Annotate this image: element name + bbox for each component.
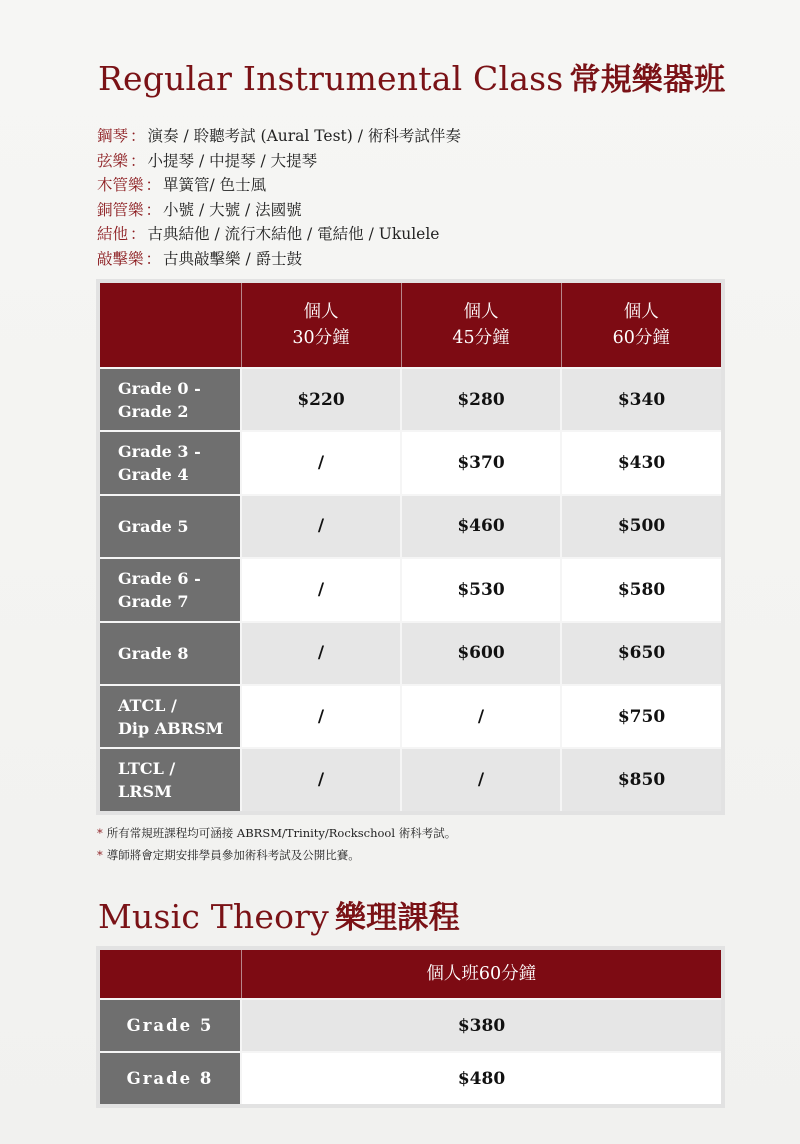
grade-label-line: Grade 4 bbox=[118, 465, 189, 485]
header-line: 45分鐘 bbox=[452, 328, 510, 348]
category-row bbox=[97, 173, 717, 198]
price-30min: / bbox=[241, 622, 401, 685]
price-45min: $280 bbox=[401, 368, 561, 431]
grade-label bbox=[100, 748, 241, 810]
instrumental-title-zh: 常規樂器班 bbox=[569, 62, 726, 98]
footnotes bbox=[97, 822, 456, 866]
category-row bbox=[97, 149, 717, 174]
price-30min: / bbox=[241, 558, 401, 621]
footnote bbox=[97, 822, 456, 844]
category-separator: ： bbox=[130, 127, 146, 145]
grade-label: Grade 8 bbox=[100, 1052, 241, 1104]
footnote-marker: * bbox=[97, 848, 103, 862]
price-45min: $460 bbox=[401, 495, 561, 558]
instrumental-price-table bbox=[100, 283, 721, 811]
header-line: 30分鐘 bbox=[292, 328, 350, 348]
theory-price: $380 bbox=[241, 999, 721, 1052]
category-name: 鋼琴 bbox=[97, 127, 129, 145]
header-60min-individual: 個人班60分鐘 bbox=[241, 950, 721, 999]
footnote-text: 所有常規班課程均可涵接 ABRSM/Trinity/Rockschool 術科考試。 bbox=[106, 826, 457, 840]
table-header-row bbox=[100, 283, 721, 368]
theory-title-zh: 樂理課程 bbox=[334, 900, 460, 936]
header-line: 個人 bbox=[303, 302, 339, 322]
grade-label bbox=[100, 431, 241, 494]
table-row bbox=[100, 431, 721, 494]
table-row bbox=[100, 748, 721, 810]
theory-price: $480 bbox=[241, 1052, 721, 1104]
price-30min: / bbox=[241, 685, 401, 748]
price-30min: / bbox=[241, 748, 401, 810]
theory-title bbox=[98, 892, 460, 937]
price-60min: $580 bbox=[561, 558, 721, 621]
grade-label bbox=[100, 685, 241, 748]
grade-label-line: Grade 2 bbox=[118, 401, 189, 421]
category-items: 古典敲擊樂 / 爵士鼓 bbox=[163, 249, 303, 268]
footnote-text: 導師將會定期安排學員參加術科考試及公開比賽。 bbox=[106, 848, 360, 862]
category-items: 古典結他 / 流行木結他 / 電結他 / Ukulele bbox=[147, 225, 440, 243]
grade-label-line: ATCL / bbox=[118, 695, 177, 715]
category-separator: ： bbox=[130, 225, 146, 243]
category-items: 小號 / 大號 / 法國號 bbox=[163, 200, 302, 219]
price-30min: / bbox=[241, 495, 401, 558]
header-30min bbox=[241, 283, 401, 368]
table-row bbox=[100, 495, 721, 558]
table-row bbox=[100, 685, 721, 748]
price-30min: $220 bbox=[241, 368, 401, 431]
footnote-marker: * bbox=[97, 826, 103, 840]
category-name: 銅管樂 bbox=[97, 200, 144, 219]
grade-label-line: Grade 6 - bbox=[118, 568, 201, 588]
instrumental-title-en: Regular Instrumental Class bbox=[98, 59, 564, 98]
header-corner-cell bbox=[100, 950, 241, 999]
grade-label-line: Grade 8 bbox=[118, 643, 189, 663]
category-items: 小提琴 / 中提琴 / 大提琴 bbox=[147, 151, 318, 170]
price-30min: / bbox=[241, 431, 401, 494]
price-45min: / bbox=[401, 685, 561, 748]
instrumental-title bbox=[98, 54, 725, 99]
grade-label bbox=[100, 495, 241, 558]
grade-label-line: Grade 5 bbox=[118, 516, 189, 536]
category-separator: ： bbox=[130, 151, 146, 170]
category-name: 弦樂 bbox=[97, 151, 129, 170]
price-60min: $850 bbox=[561, 748, 721, 810]
grade-label-line: Grade 7 bbox=[118, 591, 189, 611]
grade-label bbox=[100, 622, 241, 685]
grade-label-line: Grade 0 - bbox=[118, 378, 201, 398]
grade-label-line: Grade 3 - bbox=[118, 442, 201, 462]
table-row bbox=[100, 622, 721, 685]
grade-label-line: Dip ABRSM bbox=[118, 718, 224, 738]
price-45min: $530 bbox=[401, 558, 561, 621]
price-60min: $500 bbox=[561, 495, 721, 558]
price-45min: / bbox=[401, 748, 561, 810]
category-name: 敲擊樂 bbox=[97, 249, 144, 268]
header-line: 個人 bbox=[623, 302, 659, 322]
table-row bbox=[100, 999, 721, 1052]
grade-label bbox=[100, 558, 241, 621]
grade-label bbox=[100, 368, 241, 431]
category-row bbox=[97, 247, 717, 272]
category-name: 木管樂 bbox=[97, 176, 144, 194]
header-60min bbox=[561, 283, 721, 368]
grade-label-line: LRSM bbox=[118, 782, 172, 802]
price-60min: $340 bbox=[561, 368, 721, 431]
category-row bbox=[97, 124, 717, 149]
instrument-category-list bbox=[97, 124, 717, 271]
header-line: 60分鐘 bbox=[612, 328, 670, 348]
category-row bbox=[97, 222, 717, 247]
footnote bbox=[97, 844, 456, 866]
category-separator: ： bbox=[145, 200, 162, 219]
category-items: 演奏 / 聆聽考試 (Aural Test) / 術科考試伴奏 bbox=[147, 127, 461, 145]
category-name: 結他 bbox=[97, 225, 129, 243]
category-separator: ： bbox=[145, 176, 162, 194]
price-60min: $650 bbox=[561, 622, 721, 685]
grade-label-line: LTCL / bbox=[118, 759, 176, 779]
price-60min: $430 bbox=[561, 431, 721, 494]
price-60min: $750 bbox=[561, 685, 721, 748]
price-45min: $600 bbox=[401, 622, 561, 685]
category-separator: ： bbox=[145, 249, 162, 268]
theory-price-table bbox=[100, 950, 721, 1104]
table-row bbox=[100, 1052, 721, 1104]
theory-title-en: Music Theory bbox=[98, 897, 329, 936]
header-45min bbox=[401, 283, 561, 368]
header-line: 個人 bbox=[463, 302, 499, 322]
table-row bbox=[100, 368, 721, 431]
category-row bbox=[97, 198, 717, 223]
table-header-row bbox=[100, 950, 721, 999]
header-corner-cell bbox=[100, 283, 241, 368]
grade-label: Grade 5 bbox=[100, 999, 241, 1052]
price-45min: $370 bbox=[401, 431, 561, 494]
category-items: 單簧管/ 色士風 bbox=[163, 176, 267, 194]
table-row bbox=[100, 558, 721, 621]
